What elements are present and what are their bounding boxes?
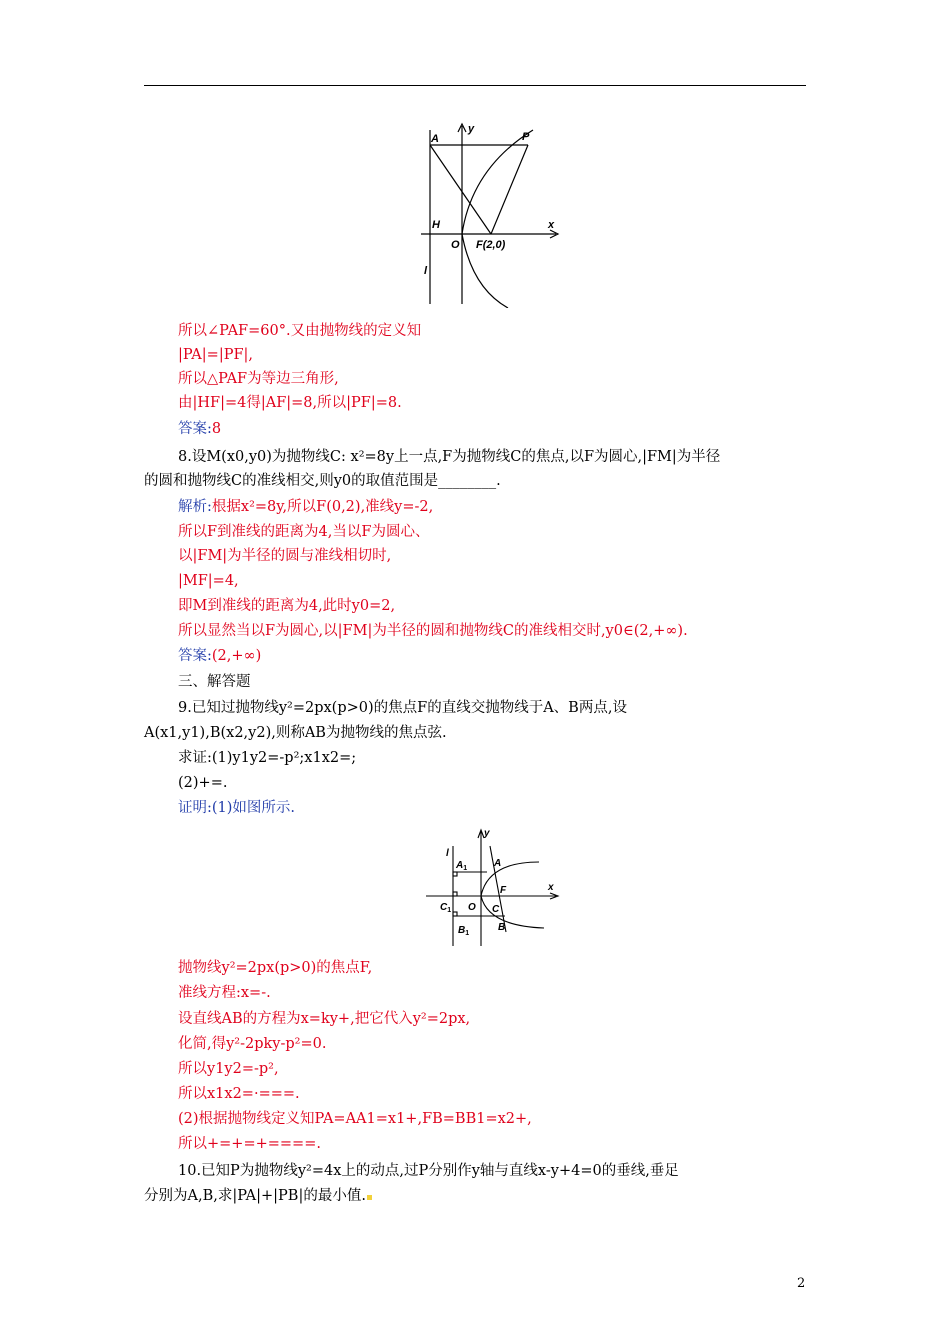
proof-label: 证明: [178,800,212,816]
proof-9-line4: 设直线AB的方程为x=ky+,把它代入y²=2px, [178,1011,471,1027]
header-rule [144,85,806,86]
proof-text: (1)如图所示. [211,800,296,816]
question-8-line2: 的圆和抛物线C的准线相交,则y0的取值范围是________. [144,473,501,489]
solution-label: 解析: [178,499,212,515]
answer-label: 答案: [178,648,212,664]
label-A: A [494,858,502,869]
label-O: O [468,902,476,913]
question-8-line1: 8.设M(x0,y0)为抛物线C: x²=8y上一点,F为抛物线C的焦点,以F为圆心,|FM|为半径 [178,449,721,465]
question-10-line1: 10.已知P为抛物线y²=4x上的动点,过P分别作y轴与直线x-y+4=0的垂线,垂足 [178,1163,679,1179]
answer-value: 8 [211,421,222,437]
answer-label: 答案: [178,421,212,437]
solution-8-line4: |MF|=4, [178,573,239,589]
answer-8 [178,646,261,666]
line-pa-pf: |PA|=|PF|, [178,347,254,363]
proof-9-line2: 抛物线y²=2px(p>0)的焦点F, [178,960,373,976]
solution-8-line3: 以|FM|为半径的圆与准线相切时, [178,548,392,564]
solution-8-line5: 即M到准线的距离为4,此时y0=2, [178,598,396,614]
label-A: A [431,133,439,145]
proof-9-line3: 准线方程:x=-. [178,985,271,1001]
line-equilateral: 所以△PAF为等边三角形, [178,371,339,387]
answer-value: (2,+∞) [211,648,262,664]
line-angle: 所以∠PAF=60°.又由抛物线的定义知 [178,323,422,339]
question-10-text: 分别为A,B,求|PA|+|PB|的最小值. [144,1188,366,1204]
page-number: 2 [797,1276,806,1291]
label-B: B [498,922,506,933]
line-hf: 由|HF|=4得|AF|=8,所以|PF|=8. [178,395,402,411]
parabola-figure-1 [418,118,563,308]
label-y: y [468,123,475,135]
label-B1: $B_1$ [458,925,470,937]
proof-9-line7: 所以x1x2=·===. [178,1086,300,1102]
solution-8-line6: 所以显然当以F为圆心,以|FM|为半径的圆和抛物线C的准线相交时,y0∈(2,+∞). [178,623,688,639]
label-C: C [492,904,500,915]
proof-9-line8: (2)根据抛物线定义知PA=AA1=x1+,FB=BB1=x2+, [178,1111,532,1127]
label-P: P [522,131,530,143]
label-l: l [446,848,449,859]
question-9-line4: (2)+=. [178,775,228,791]
label-y: y [484,828,490,839]
label-O: O [451,239,460,251]
section-heading: 三、解答题 [178,674,251,690]
parabola-figure-2 [424,826,564,946]
label-C1: $C_1$ [440,902,452,914]
proof-9-line6: 所以y1y2=-p², [178,1061,279,1077]
question-9-line3: 求证:(1)y1y2=-p²;x1x2=; [178,750,357,766]
question-9-line2: A(x1,y1),B(x2,y2),则称AB为抛物线的焦点弦. [144,725,447,741]
label-F: F [500,885,507,896]
highlight-marker [367,1195,372,1200]
proof-9-line1 [178,798,295,818]
question-9-line1: 9.已知过抛物线y²=2px(p>0)的焦点F的直线交抛物线于A、B两点,设 [178,700,627,716]
label-F: F(2,0) [476,239,506,251]
label-l: l [424,265,428,277]
label-A1: $A_1$ [456,860,468,872]
question-10-line2 [144,1186,372,1206]
proof-9-line5: 化简,得y²-2pky-p²=0. [178,1036,327,1052]
answer-7 [178,419,221,439]
solution-text: 根据x²=8y,所以F(0,2),准线y=-2, [211,499,434,515]
solution-8-line2: 所以F到准线的距离为4,当以F为圆心、 [178,524,430,540]
proof-9-line9: 所以+=+=+====. [178,1136,321,1152]
label-H: H [432,219,440,231]
label-x: x [548,219,555,231]
solution-8-line1 [178,497,433,517]
label-x: x [548,882,554,893]
